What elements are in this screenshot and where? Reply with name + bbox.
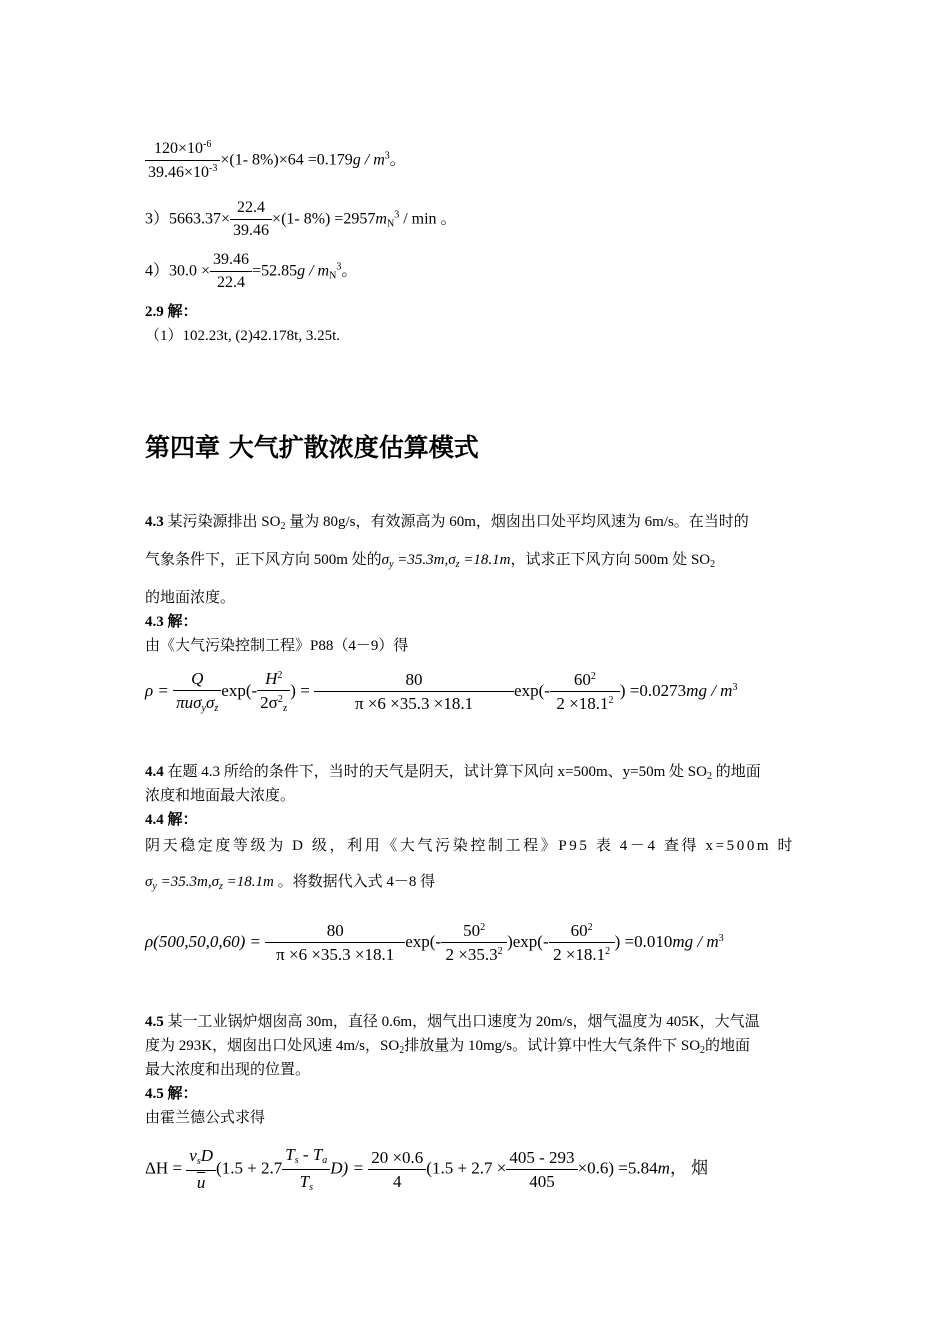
equation-4-4: ρ(500,50,0,60) = $\frac{80}{\pi \times 6 \times 35.3 \times 18.1}$ exp(- $\frac{50^2}{2 \times 35.3^2}$ )exp(- $\frac{60^2}{2 \times 18.1^2}$ ) $=0.010mg / m^3$ (145, 921, 724, 964)
problem-4-3-line3: 的地面浓度。 (145, 590, 236, 606)
solution-4-5-title: 4.5 解： (145, 1086, 198, 1102)
fraction: $\frac{120\times 10^{-6}}{39.46\times 10^{-3}}$ (145, 140, 220, 182)
chapter-title: 第四章 大气扩散浓度估算模式 (145, 433, 479, 462)
problem-4-4-line1: 4.4 在题 4.3 所给的条件下，当时的天气是阴天，试计算下风向 x=500m、y=50m 处 $SO_2$ 的地面 (145, 764, 761, 782)
section-2-9-title: 2.9 解： (145, 304, 198, 320)
problem-4-5-line3: 最大浓度和出现的位置。 (145, 1062, 311, 1078)
problem-4-5-line1: 4.5 某一工业锅炉烟囱高 30m，直径 0.6m，烟气出口速度为 20m/s，烟气温度为 405K，大气温 (145, 1014, 760, 1030)
equation-4-3: ρ = $\frac{Q}{\pi u\sigma_y\sigma_z}$ exp(- $\frac{H^2}{2\sigma^2_z}$ ) = $\frac{80}{\pi \times 6 \times 35.3 \times 18.1}$ exp(- $\frac{60^2}{2 \times 18.1^2}$ ) $=0.0273mg / m^3$ (145, 669, 738, 714)
section-2-9-answer: （1）102.23t, (2)42.178t, 3.25t. (145, 328, 340, 344)
solution-4-4-title: 4.4 解： (145, 812, 198, 828)
problem-4-4-line2: 浓度和地面最大浓度。 (145, 788, 296, 804)
problem-4-3-line1: 4.3 某污染源排出 $SO_2$ 量为 80g/s，有效源高为 60m，烟囱出口处平均风速为 6m/s。在当时的 (145, 514, 749, 532)
solution-4-3-title: 4.3 解： (145, 614, 198, 630)
problem-4-3-line2: 气象条件下，正下风方向 500m 处的$\sigma_y =35.3m,\sigma_z =18.1m$，试求正下风方向 500m 处 $SO_2$ (145, 552, 716, 570)
problem-4-5-line2: 度为 293K，烟囱出口处风速 4m/s，$SO_2$排放量为 10mg/s。试计算中性大气条件下 $SO_2$的地面 (145, 1038, 751, 1056)
solution-4-5-text: 由霍兰德公式求得 (145, 1110, 266, 1126)
solution-4-3-text: 由《大气污染控制工程》P88（4－9）得 (145, 638, 409, 654)
equation-4-5: ΔH = $\frac{v_sD}{u}$ (1.5 + 2.7 $\frac{T_s - T_a}{T_s}$ D) = $\frac{20 \times 0.6}{4}$ (1.5 + 2.7 × $\frac{405 - 293}{405}$ ×0.6) =5.84m， 烟 (145, 1145, 709, 1193)
solution-4-4-line1: 阴天稳定度等级为 D 级，利用《大气污染控制工程》P95 表 4－4 查得 x=500m 时 (145, 838, 796, 854)
equation-a: $\frac{120\times 10^{-6}}{39.46\times 10^{-3}}$ ×(1- $8\%)\times 64 =0.179g / m^3$。 (145, 140, 406, 182)
solution-4-4-line2: $\sigma_y =35.3m,\sigma_z =18.1m$ 。将数据代入式 4－8 得 (145, 874, 436, 892)
equation-3: 3）5663.37× $\frac{22.4}{39.46}$ ×(1- $8\%) =2957m_N^3 / \min$ 。 (145, 199, 457, 239)
equation-4: 4）30.0 × $\frac{39.46}{22.4}$ $=52.85g / m_N^3$。 (145, 251, 358, 291)
